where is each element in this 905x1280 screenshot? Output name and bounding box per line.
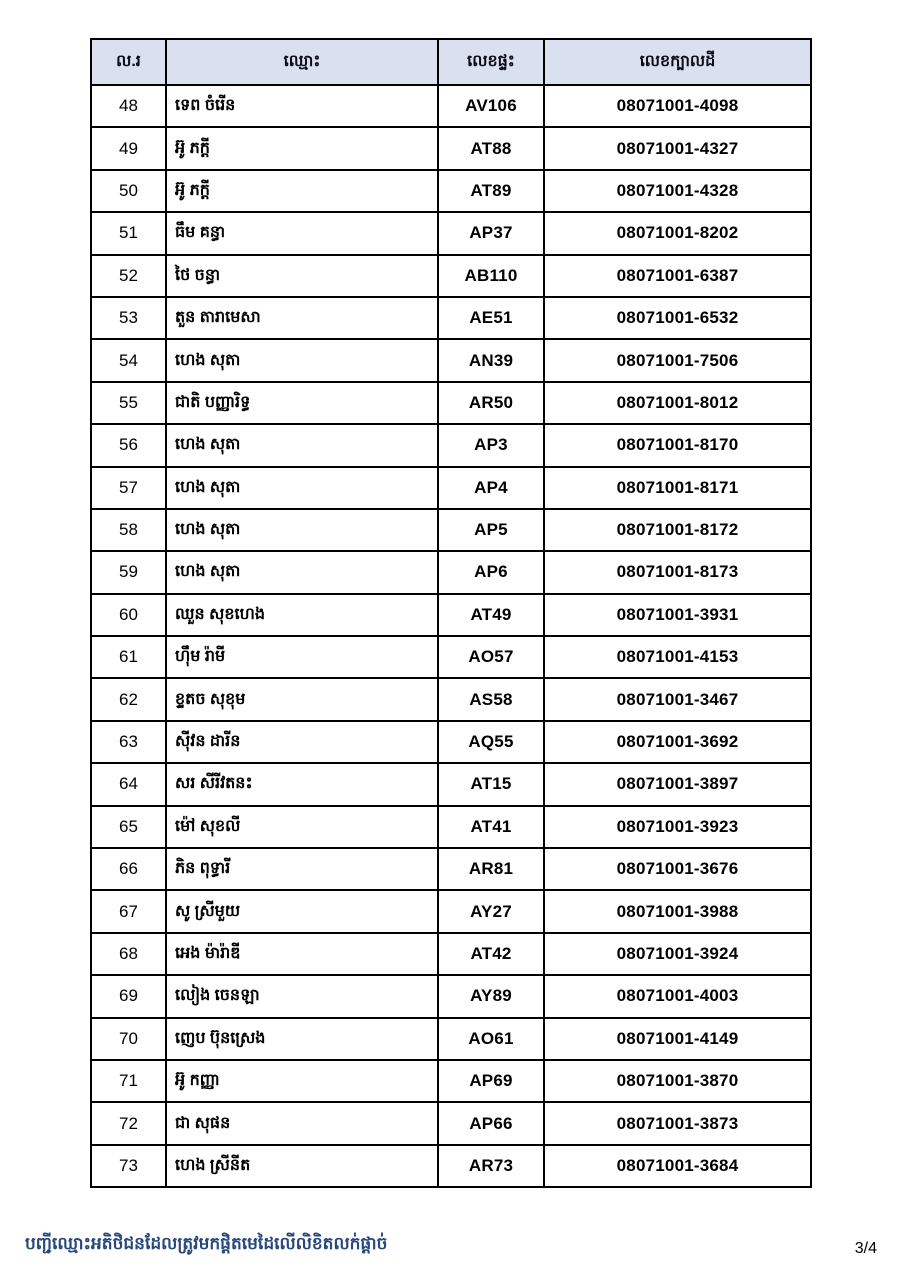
cell-name: ស៊ីវន ដារីន (166, 721, 438, 763)
cell-name: អ៊ូ ភក្តី (166, 170, 438, 212)
cell-parcel: 08071001-4098 (544, 85, 811, 127)
cell-parcel: 08071001-3684 (544, 1145, 811, 1187)
cell-name: អ៊ូ កញ្ញា (166, 1060, 438, 1102)
cell-name: ជា សុផន (166, 1102, 438, 1144)
cell-house: AY89 (438, 975, 544, 1017)
cell-parcel: 08071001-6532 (544, 297, 811, 339)
cell-house: AP3 (438, 424, 544, 466)
cell-no: 55 (91, 382, 166, 424)
cell-parcel: 08071001-6387 (544, 255, 811, 297)
cell-no: 49 (91, 127, 166, 169)
cell-no: 69 (91, 975, 166, 1017)
cell-house: AO61 (438, 1018, 544, 1060)
table-row (91, 509, 811, 551)
cell-no: 67 (91, 890, 166, 932)
cell-name: លៀង ចេនឡា (166, 975, 438, 1017)
table-row (91, 255, 811, 297)
cell-parcel: 08071001-3931 (544, 594, 811, 636)
cell-house: AT41 (438, 806, 544, 848)
cell-parcel: 08071001-8170 (544, 424, 811, 466)
cell-house: AT42 (438, 933, 544, 975)
table-row (91, 721, 811, 763)
cell-name: អេង ម៉ារ៉ាឌី (166, 933, 438, 975)
table-row (91, 806, 811, 848)
cell-house: AV106 (438, 85, 544, 127)
table-row (91, 848, 811, 890)
table-row (91, 678, 811, 720)
cell-parcel: 08071001-3870 (544, 1060, 811, 1102)
table-body (91, 85, 811, 1187)
cell-parcel: 08071001-4327 (544, 127, 811, 169)
table-row (91, 1102, 811, 1144)
cell-house: AP4 (438, 467, 544, 509)
table-row (91, 382, 811, 424)
cell-no: 68 (91, 933, 166, 975)
cell-no: 53 (91, 297, 166, 339)
footer-note: បញ្ជីឈ្មោះអតិថិជនដែលត្រូវមកផ្តិតមេដៃលើលិខិតលក់ផ្តាច់ (25, 1234, 388, 1253)
table-row (91, 297, 811, 339)
cell-name: ហេង សុតា (166, 551, 438, 593)
cell-house: AS58 (438, 678, 544, 720)
cell-no: 66 (91, 848, 166, 890)
customer-list-table (90, 38, 812, 1188)
cell-parcel: 08071001-3988 (544, 890, 811, 932)
table-header-row (91, 39, 811, 85)
cell-house: AT49 (438, 594, 544, 636)
cell-no: 48 (91, 85, 166, 127)
cell-no: 73 (91, 1145, 166, 1187)
cell-parcel: 08071001-3924 (544, 933, 811, 975)
header-cell-no: ល.រ (91, 39, 166, 85)
cell-name: ថៃ ចន្ធា (166, 255, 438, 297)
cell-name: សរ សីរីវតនះ (166, 763, 438, 805)
cell-name: ញេប ប៊ុនស្រេង (166, 1018, 438, 1060)
cell-name: ហ៊ឹម រ៉ាមី (166, 636, 438, 678)
cell-parcel: 08071001-8171 (544, 467, 811, 509)
cell-house: AR73 (438, 1145, 544, 1187)
table-row (91, 890, 811, 932)
cell-name: ឈួន សុខហេង (166, 594, 438, 636)
cell-name: ហេង សុតា (166, 467, 438, 509)
cell-no: 61 (91, 636, 166, 678)
cell-parcel: 08071001-4153 (544, 636, 811, 678)
cell-name: សូ ស្រីមួយ (166, 890, 438, 932)
table-row (91, 170, 811, 212)
cell-house: AB110 (438, 255, 544, 297)
table-row (91, 212, 811, 254)
cell-parcel: 08071001-7506 (544, 339, 811, 381)
header-cell-name: ឈ្មោះ (166, 39, 438, 85)
cell-parcel: 08071001-8172 (544, 509, 811, 551)
table-row (91, 127, 811, 169)
cell-name: ទេព ចំរើន (166, 85, 438, 127)
cell-no: 64 (91, 763, 166, 805)
cell-name: ភិន ពុទ្ធារី (166, 848, 438, 890)
cell-house: AP6 (438, 551, 544, 593)
table-row (91, 339, 811, 381)
cell-house: AT88 (438, 127, 544, 169)
cell-parcel: 08071001-4328 (544, 170, 811, 212)
cell-house: AE51 (438, 297, 544, 339)
table-row (91, 933, 811, 975)
cell-no: 54 (91, 339, 166, 381)
cell-house: AR81 (438, 848, 544, 890)
cell-name: ជាតិ បញ្ញារិទ្ធ (166, 382, 438, 424)
page-number: 3/4 (854, 1240, 877, 1257)
table-row (91, 594, 811, 636)
cell-no: 70 (91, 1018, 166, 1060)
cell-house: AP37 (438, 212, 544, 254)
cell-parcel: 08071001-8173 (544, 551, 811, 593)
cell-name: ហេង សុតា (166, 339, 438, 381)
cell-house: AN39 (438, 339, 544, 381)
cell-house: AP66 (438, 1102, 544, 1144)
table-row (91, 636, 811, 678)
cell-no: 50 (91, 170, 166, 212)
cell-parcel: 08071001-4149 (544, 1018, 811, 1060)
table-row (91, 551, 811, 593)
cell-no: 58 (91, 509, 166, 551)
cell-house: AP69 (438, 1060, 544, 1102)
cell-no: 51 (91, 212, 166, 254)
cell-parcel: 08071001-3676 (544, 848, 811, 890)
header-cell-house: លេខផ្ទះ (438, 39, 544, 85)
header-cell-parcel: លេខក្បាលដី (544, 39, 811, 85)
cell-no: 72 (91, 1102, 166, 1144)
cell-name: ធឹម គន្ធា (166, 212, 438, 254)
cell-house: AT15 (438, 763, 544, 805)
cell-no: 52 (91, 255, 166, 297)
cell-house: AO57 (438, 636, 544, 678)
cell-no: 71 (91, 1060, 166, 1102)
table-row (91, 975, 811, 1017)
cell-parcel: 08071001-3692 (544, 721, 811, 763)
cell-no: 65 (91, 806, 166, 848)
cell-no: 57 (91, 467, 166, 509)
cell-name: ហេង ស្រីនីត (166, 1145, 438, 1187)
table-row (91, 1018, 811, 1060)
cell-name: ម៉ៅ សុខលី (166, 806, 438, 848)
cell-house: AT89 (438, 170, 544, 212)
cell-name: អ៊ូ ភក្តី (166, 127, 438, 169)
cell-parcel: 08071001-3873 (544, 1102, 811, 1144)
cell-house: AP5 (438, 509, 544, 551)
table-row (91, 467, 811, 509)
cell-name: ហេង សុតា (166, 509, 438, 551)
cell-parcel: 08071001-3897 (544, 763, 811, 805)
table-row (91, 85, 811, 127)
table-row (91, 1145, 811, 1187)
cell-house: AY27 (438, 890, 544, 932)
table-row (91, 1060, 811, 1102)
cell-no: 56 (91, 424, 166, 466)
table-row (91, 763, 811, 805)
cell-parcel: 08071001-8202 (544, 212, 811, 254)
cell-no: 59 (91, 551, 166, 593)
cell-no: 63 (91, 721, 166, 763)
cell-parcel: 08071001-3923 (544, 806, 811, 848)
cell-house: AR50 (438, 382, 544, 424)
cell-name: ខ្ទតច សុខុម (166, 678, 438, 720)
cell-name: ហេង សុតា (166, 424, 438, 466)
table-row (91, 424, 811, 466)
cell-parcel: 08071001-4003 (544, 975, 811, 1017)
cell-no: 62 (91, 678, 166, 720)
cell-parcel: 08071001-8012 (544, 382, 811, 424)
cell-house: AQ55 (438, 721, 544, 763)
cell-name: តួន តារាមេសា (166, 297, 438, 339)
cell-parcel: 08071001-3467 (544, 678, 811, 720)
cell-no: 60 (91, 594, 166, 636)
